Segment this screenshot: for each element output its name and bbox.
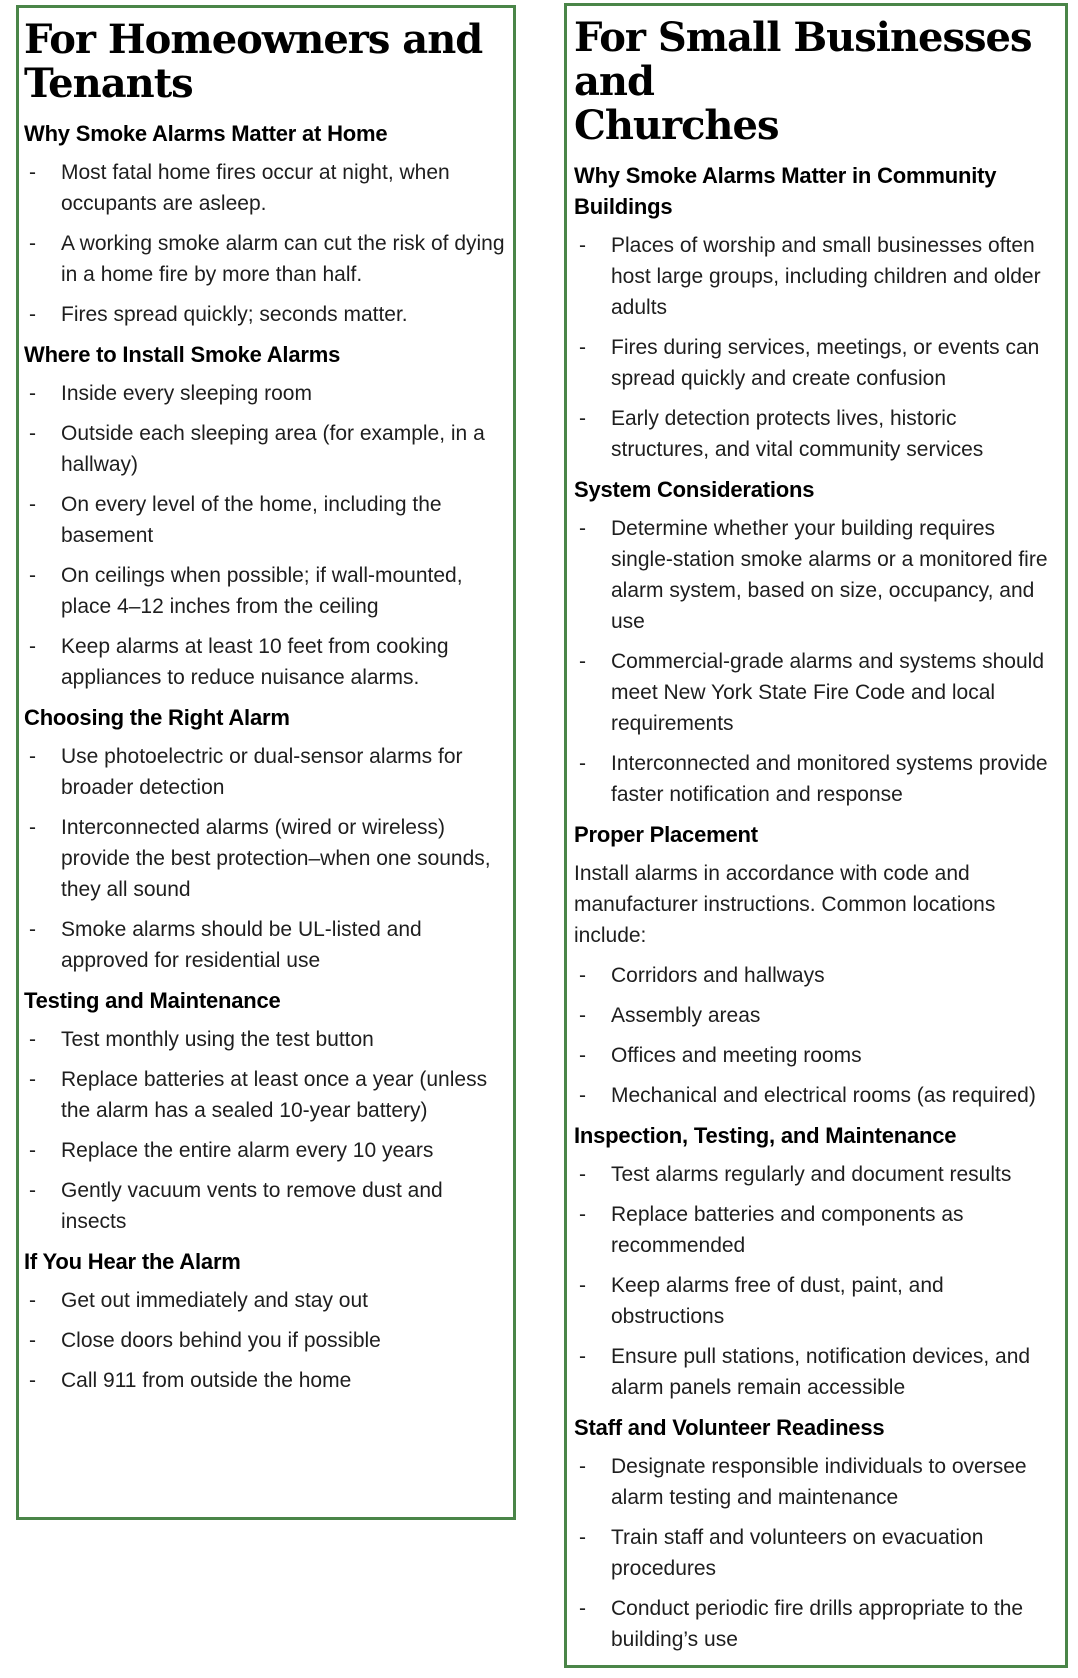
bullet-list bbox=[24, 741, 505, 976]
list-item bbox=[24, 157, 505, 219]
list-item bbox=[574, 1341, 1057, 1403]
list-item bbox=[574, 513, 1057, 637]
bullet-dash: - bbox=[579, 1345, 586, 1368]
section-heading: Why Smoke Alarms Matter in Community Buildings bbox=[574, 163, 997, 219]
section-heading: Why Smoke Alarms Matter at Home bbox=[24, 121, 388, 146]
bullet-dash: - bbox=[29, 1289, 36, 1312]
list-item-text: Replace batteries at least once a year (unless the alarm has a sealed 10-year battery) bbox=[61, 1068, 488, 1122]
list-item-text: Corridors and hallways bbox=[611, 964, 825, 987]
bullet-dash: - bbox=[579, 1455, 586, 1478]
list-item-text: Commercial-grade alarms and systems should meet New York State Fire Code and local requirements bbox=[611, 650, 1044, 735]
section-heading: System Considerations bbox=[574, 477, 815, 502]
list-item-text: Early detection protects lives, historic structures, and vital community services bbox=[611, 407, 984, 461]
title-line: Churches bbox=[574, 102, 779, 149]
list-item bbox=[24, 560, 505, 622]
bullet-dash: - bbox=[29, 635, 36, 658]
list-item bbox=[574, 403, 1057, 465]
bullet-dash: - bbox=[29, 493, 36, 516]
list-item bbox=[574, 748, 1057, 810]
list-item-text: On every level of the home, including the basement bbox=[61, 493, 442, 547]
title-line: For Small Businesses and bbox=[574, 14, 1032, 105]
list-item-text: Smoke alarms should be UL-listed and approved for residential use bbox=[61, 918, 422, 972]
bullet-dash: - bbox=[29, 161, 36, 184]
list-item bbox=[574, 332, 1057, 394]
section-heading: Choosing the Right Alarm bbox=[24, 705, 290, 730]
section-heading: Inspection, Testing, and Maintenance bbox=[574, 1123, 957, 1148]
list-item-text: Interconnected alarms (wired or wireless) provide the best protection–when one sounds, they all sound bbox=[61, 816, 491, 901]
list-item-text: Get out immediately and stay out bbox=[61, 1289, 368, 1312]
list-item-text: Ensure pull stations, notification devices, and alarm panels remain accessible bbox=[611, 1345, 1031, 1399]
list-item bbox=[574, 1451, 1057, 1513]
bullet-dash: - bbox=[579, 1203, 586, 1226]
list-item bbox=[24, 1285, 505, 1316]
list-item bbox=[24, 741, 505, 803]
bullet-dash: - bbox=[579, 1163, 586, 1186]
list-item bbox=[574, 230, 1057, 323]
bullet-dash: - bbox=[29, 1329, 36, 1352]
list-item bbox=[24, 631, 505, 693]
list-item bbox=[24, 1365, 505, 1396]
list-item bbox=[574, 1040, 1057, 1071]
list-item-text: Assembly areas bbox=[611, 1004, 761, 1027]
list-item bbox=[24, 228, 505, 290]
bullet-dash: - bbox=[579, 336, 586, 359]
bullet-dash: - bbox=[579, 1597, 586, 1620]
list-item-text: Test monthly using the test button bbox=[61, 1028, 374, 1051]
list-item-text: Train staff and volunteers on evacuation procedures bbox=[611, 1526, 984, 1580]
bullet-list bbox=[574, 1451, 1057, 1655]
list-item bbox=[24, 489, 505, 551]
list-item bbox=[24, 812, 505, 905]
bullet-list bbox=[24, 1024, 505, 1237]
list-item bbox=[24, 378, 505, 409]
bullet-dash: - bbox=[579, 1274, 586, 1297]
bullet-dash: - bbox=[579, 1004, 586, 1027]
list-item bbox=[574, 1593, 1057, 1655]
bullet-dash: - bbox=[29, 1179, 36, 1202]
list-item-text: Determine whether your building requires single-station smoke alarms or a monitored fire alarm system, based on size, occupancy, and use bbox=[611, 517, 1048, 633]
list-item-text: A working smoke alarm can cut the risk of dying in a home fire by more than half. bbox=[61, 232, 505, 286]
bullet-dash: - bbox=[579, 234, 586, 257]
bullet-dash: - bbox=[579, 1044, 586, 1067]
list-item-text: Most fatal home fires occur at night, when occupants are asleep. bbox=[61, 161, 450, 215]
section-heading: Staff and Volunteer Readiness bbox=[574, 1415, 885, 1440]
list-item bbox=[24, 1325, 505, 1356]
list-item bbox=[574, 1199, 1057, 1261]
list-item-text: Use photoelectric or dual-sensor alarms for broader detection bbox=[61, 745, 463, 799]
list-item bbox=[574, 1522, 1057, 1584]
bullet-dash: - bbox=[29, 382, 36, 405]
section-heading: Where to Install Smoke Alarms bbox=[24, 342, 341, 367]
bullet-dash: - bbox=[579, 407, 586, 430]
list-item-text: Call 911 from outside the home bbox=[61, 1369, 352, 1392]
list-item-text: Offices and meeting rooms bbox=[611, 1044, 862, 1067]
list-item bbox=[24, 1175, 505, 1237]
list-item-text: Inside every sleeping room bbox=[61, 382, 312, 405]
page-title bbox=[574, 16, 1057, 148]
section-heading: If You Hear the Alarm bbox=[24, 1249, 241, 1274]
list-item-text: Replace the entire alarm every 10 years bbox=[61, 1139, 434, 1162]
list-item-text: Gently vacuum vents to remove dust and insects bbox=[61, 1179, 443, 1233]
section-heading: Testing and Maintenance bbox=[24, 988, 281, 1013]
list-item bbox=[574, 1159, 1057, 1190]
list-item-text: Conduct periodic fire drills appropriate to the building’s use bbox=[611, 1597, 1024, 1651]
list-item-text: On ceilings when possible; if wall-mounted, place 4–12 inches from the ceiling bbox=[61, 564, 463, 618]
page-title bbox=[24, 18, 505, 106]
list-item bbox=[574, 1080, 1057, 1111]
bullet-list bbox=[24, 378, 505, 693]
bullet-dash: - bbox=[29, 564, 36, 587]
list-item-text: Outside each sleeping area (for example, in a hallway) bbox=[61, 422, 485, 476]
list-item bbox=[574, 960, 1057, 991]
list-item-text: Close doors behind you if possible bbox=[61, 1329, 381, 1352]
list-item-text: Fires during services, meetings, or events can spread quickly and create confusion bbox=[611, 336, 1040, 390]
list-item-text: Designate responsible individuals to oversee alarm testing and maintenance bbox=[611, 1455, 1027, 1509]
list-item bbox=[24, 1024, 505, 1055]
list-item bbox=[574, 646, 1057, 739]
title-line: For Homeowners and bbox=[24, 16, 483, 63]
bullet-dash: - bbox=[579, 1084, 586, 1107]
list-item bbox=[24, 914, 505, 976]
bullet-dash: - bbox=[29, 232, 36, 255]
bullet-dash: - bbox=[579, 517, 586, 540]
list-item bbox=[574, 1000, 1057, 1031]
bullet-dash: - bbox=[579, 752, 586, 775]
bullet-dash: - bbox=[29, 1068, 36, 1091]
list-item bbox=[24, 1135, 505, 1166]
bullet-dash: - bbox=[579, 1526, 586, 1549]
section-heading: Proper Placement bbox=[574, 822, 758, 847]
list-item bbox=[24, 1064, 505, 1126]
bullet-list bbox=[574, 513, 1057, 810]
section-intro: Install alarms in accordance with code and manufacturer instructions. Common locations include: bbox=[574, 862, 996, 947]
list-item bbox=[24, 299, 505, 330]
list-item-text: Keep alarms free of dust, paint, and obstructions bbox=[611, 1274, 944, 1328]
bullet-dash: - bbox=[29, 303, 36, 326]
title-line: Tenants bbox=[24, 60, 193, 107]
small-businesses-churches-panel bbox=[564, 3, 1068, 1668]
list-item-text: Mechanical and electrical rooms (as required) bbox=[611, 1084, 1036, 1107]
bullet-dash: - bbox=[29, 1369, 36, 1392]
list-item-text: Interconnected and monitored systems provide faster notification and response bbox=[611, 752, 1048, 806]
bullet-list bbox=[24, 1285, 505, 1396]
bullet-dash: - bbox=[29, 918, 36, 941]
list-item bbox=[574, 1270, 1057, 1332]
list-item-text: Fires spread quickly; seconds matter. bbox=[61, 303, 408, 326]
bullet-dash: - bbox=[29, 1139, 36, 1162]
list-item-text: Replace batteries and components as recommended bbox=[611, 1203, 964, 1257]
bullet-dash: - bbox=[579, 650, 586, 673]
bullet-dash: - bbox=[29, 745, 36, 768]
bullet-dash: - bbox=[29, 1028, 36, 1051]
homeowners-tenants-panel bbox=[16, 5, 516, 1520]
list-item-text: Places of worship and small businesses often host large groups, including children and older adults bbox=[611, 234, 1041, 319]
bullet-list bbox=[574, 1159, 1057, 1403]
bullet-list bbox=[574, 960, 1057, 1111]
bullet-list bbox=[24, 157, 505, 330]
bullet-list bbox=[574, 230, 1057, 465]
list-item-text: Test alarms regularly and document results bbox=[611, 1163, 1012, 1186]
bullet-dash: - bbox=[29, 816, 36, 839]
list-item bbox=[24, 418, 505, 480]
bullet-dash: - bbox=[579, 964, 586, 987]
bullet-dash: - bbox=[29, 422, 36, 445]
list-item-text: Keep alarms at least 10 feet from cooking appliances to reduce nuisance alarms. bbox=[61, 635, 449, 689]
